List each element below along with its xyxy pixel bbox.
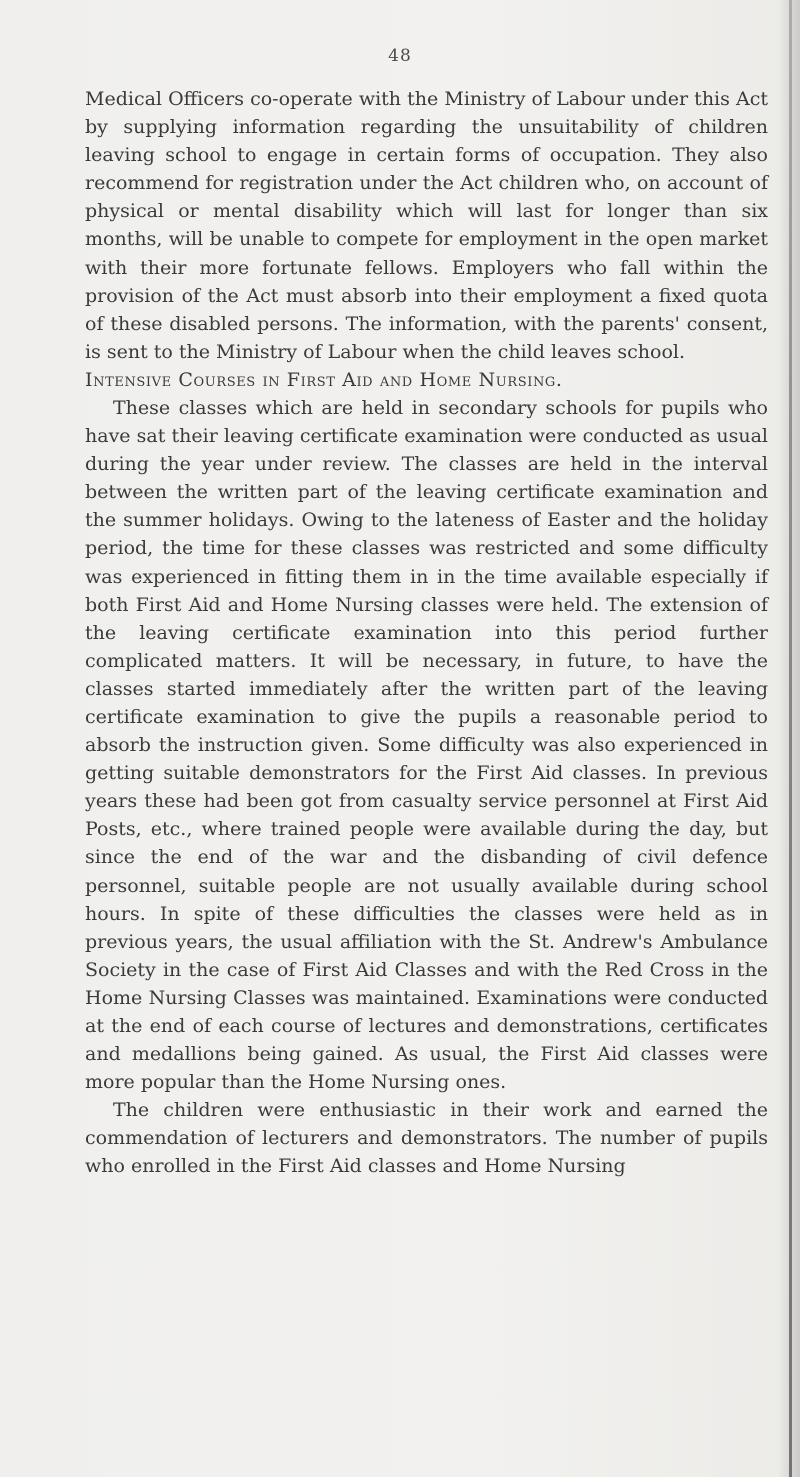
paragraph-medical-officers: Medical Officers co-operate with the Ministry of Labour under this Act by supplying information regarding the unsuitability of children leaving school to engage in certain forms of occupation. They also recommend for registration under the Act children who, on account of physical or mental disability which will last for longer than six months, will be unable to compete for employment in the open market with their more fortunate fellows. Employers who fall within the provision of the Act must absorb into their employment a fixed quota of these disabled persons. The information, with the parents' consent, is sent to the Ministry of Labour when the child leaves school. [85, 88, 768, 363]
section-heading: Intensive Courses in First Aid and Home Nursing. [85, 368, 563, 391]
paragraph-classes: These classes which are held in secondary schools for pupils who have sat their leaving certificate examination were conducted as usual during the year under review. The classes are held in the interval between the written part of the leaving certificate examination and the summer holidays. Owing to the lateness of Easter and the holiday period, the time for these classes was restricted and some difficulty was experienced in fitting them in in the time available especially if both First Aid and Home Nursing classes were held. The extension of the leaving certificate examination into this period further complicated matters. It will be necessary, in future, to have the classes started immediately after the written part of the leaving certificate examination to give the pupils a reasonable period to absorb the instruction given. Some difficulty was also experienced in getting suitable demonstrators for the First Aid classes. In previous years these had been got from casualty service personnel at First Aid Posts, etc., where trained people were available during the day, but since the end of the war and the disbanding of civil defence personnel, suitable people are not usually available during school hours. In spite of these difficulties the classes were held as in previous years, the usual affiliation with the St. Andrew's Ambulance Society in the case of First Aid Classes and with the Red Cross in the Home Nursing Classes was maintained. Examinations were conducted at the end of each course of lectures and demonstrations, certificates and medallions being gained. As usual, the First Aid classes were more popular than the Home Nursing ones. [85, 396, 768, 1094]
paragraph-children: The children were enthusiastic in their work and earned the commendation of lecturers and demonstrators. The number of pupils who enrolled in the First Aid classes and Home Nursing [85, 1099, 768, 1178]
page-body [85, 85, 768, 1181]
binding-edge [789, 0, 792, 1477]
page-number: 48 [388, 46, 412, 66]
